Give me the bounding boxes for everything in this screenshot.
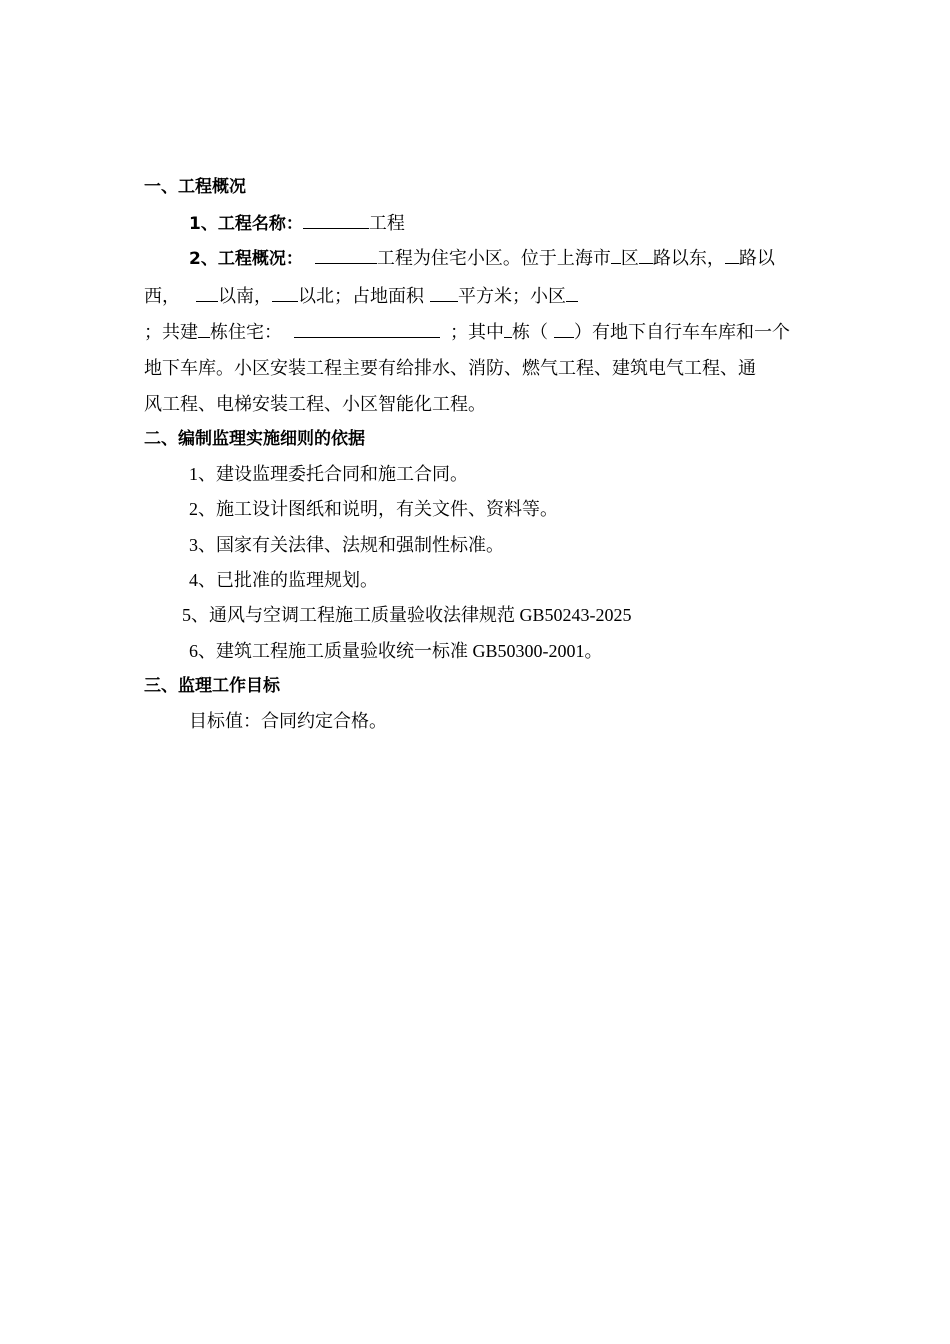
- basis-item-3: 3、国家有关法律、法规和强制性标准。: [189, 535, 504, 555]
- overview-line-3: [144, 319, 790, 344]
- overview-blank-road-east: [639, 245, 653, 264]
- overview-line-1: [189, 245, 775, 271]
- overview-line-2: [144, 283, 578, 308]
- basis-item-5: 5、通风与空调工程施工质量验收法律规范 GB50243-2025: [182, 605, 632, 625]
- overview-blank-south: [196, 283, 218, 302]
- project-name-label: 1、工程名称：: [189, 214, 303, 234]
- overview-blank-buildings: [198, 319, 210, 338]
- overview-blank-north: [272, 283, 298, 302]
- overview-line-4: 地下车库。小区安装工程主要有给排水、消防、燃气工程、建筑电气工程、通: [144, 358, 756, 378]
- overview-text-13: ）有地下自行车车库和一个: [574, 322, 790, 342]
- overview-label: 2、工程概况：: [189, 249, 303, 269]
- section-heading-goals: 三、监理工作目标: [144, 676, 280, 696]
- overview-blank-district: [611, 245, 621, 264]
- basis-item-6: 6、建筑工程施工质量验收统一标准 GB50300-2001。: [189, 641, 603, 661]
- overview-text-9: ；共建: [144, 322, 198, 342]
- overview-text-3: 路以东，: [652, 248, 725, 268]
- basis-item-4: 4、已批准的监理规划。: [189, 570, 378, 590]
- overview-blank-building-list: [294, 319, 440, 338]
- basis-item-2: 2、施工设计图纸和说明，有关文件、资料等。: [189, 499, 558, 519]
- basis-item-1: 1、建设监理委托合同和施工合同。: [189, 464, 468, 484]
- overview-line-5: 风工程、电梯安装工程、小区智能化工程。: [144, 394, 486, 414]
- overview-text-12: 栋（: [512, 322, 548, 342]
- overview-blank-building-ids: [554, 319, 574, 338]
- overview-text-6: 以南，: [218, 286, 272, 306]
- overview-blank-community: [566, 283, 578, 302]
- overview-blank-building-num: [504, 319, 512, 338]
- overview-text-11: ；其中: [450, 322, 504, 342]
- overview-text-5: 西，: [144, 286, 180, 306]
- overview-text-1: 工程为住宅小区。位于上海市: [376, 248, 611, 268]
- project-name-blank: [303, 210, 369, 229]
- overview-blank-area: [430, 283, 458, 302]
- project-name-suffix: 工程: [368, 213, 405, 233]
- overview-text-2: 区: [620, 248, 639, 268]
- overview-blank-road-west: [725, 245, 739, 264]
- overview-text-7: 以北；占地面积: [298, 286, 424, 306]
- overview-blank-name: [315, 245, 377, 264]
- section-heading-overview: 一、工程概况: [144, 177, 246, 197]
- overview-text-8: 平方米；小区: [458, 286, 566, 306]
- goal-item-1: 目标值：合同约定合格。: [189, 711, 387, 731]
- project-name-line: [189, 210, 405, 236]
- overview-text-4: 路以: [738, 248, 775, 268]
- section-heading-basis: 二、编制监理实施细则的依据: [144, 429, 365, 449]
- overview-text-10: 栋住宅：: [210, 322, 282, 342]
